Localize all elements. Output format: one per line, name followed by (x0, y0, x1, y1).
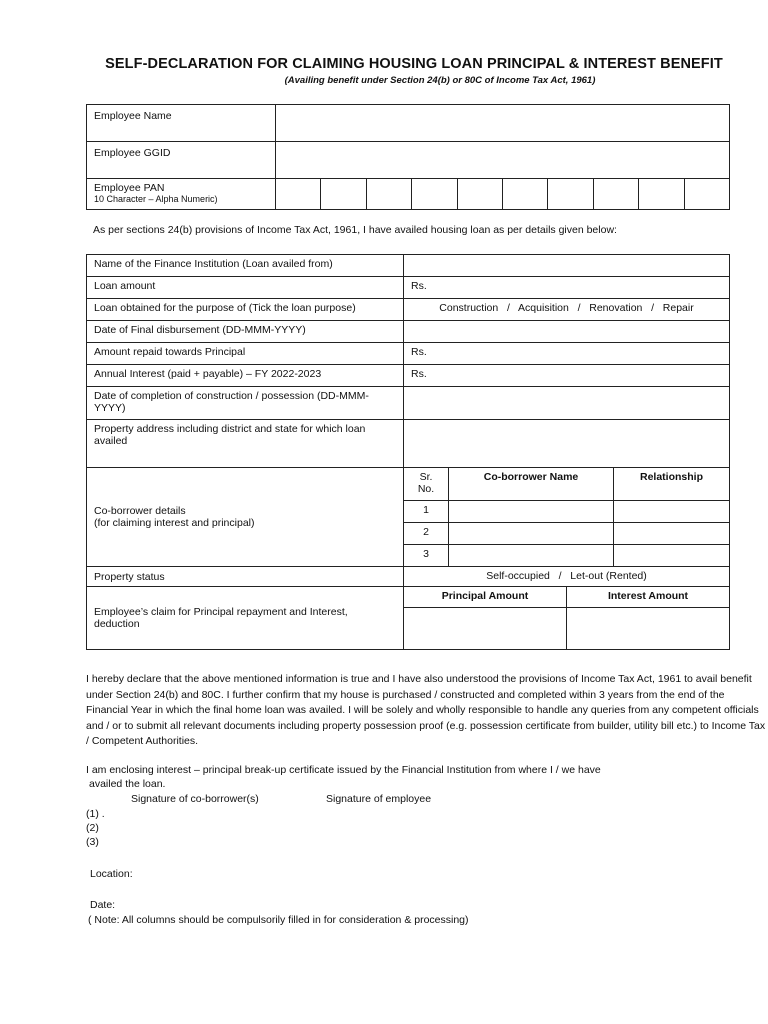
pan-char-box[interactable] (412, 179, 457, 210)
loan-purpose-label: Loan obtained for the purpose of (Tick the loan purpose) (87, 299, 404, 321)
employee-signature-label: Signature of employee (326, 793, 432, 805)
form-subtitle: (Availing benefit under Section 24(b) or 80C of Income Tax Act, 1961) (284, 75, 596, 86)
enclosure-line-2: availed the loan. (89, 778, 166, 790)
pan-char-box[interactable] (366, 179, 411, 210)
final-disbursement-label: Date of Final disbursement (DD-MMM-YYYY) (87, 321, 404, 343)
enclosure-line-1: I am enclosing interest – principal break-up certificate issued by the Financial Institution from where I / we have (86, 764, 601, 776)
employee-name-field[interactable] (276, 105, 730, 142)
relationship-field[interactable] (614, 544, 730, 566)
pan-char-box[interactable] (548, 179, 593, 210)
coborrower-label: Co-borrower details (94, 505, 186, 517)
employee-pan-label (87, 179, 276, 210)
completion-date-label: Date of completion of construction / possession (DD-MMM-YYYY) (87, 387, 404, 420)
employee-name-label: Employee Name (87, 105, 276, 142)
pan-char-box[interactable] (321, 179, 366, 210)
principal-repaid-field[interactable]: Rs. (404, 343, 730, 365)
property-status-label: Property status (87, 567, 404, 587)
date-label: Date: (90, 899, 116, 911)
form-title: SELF-DECLARATION FOR CLAIMING HOUSING LOAN PRINCIPAL & INTEREST BENEFIT (105, 56, 723, 72)
principal-amount-field[interactable] (404, 607, 567, 649)
pan-char-box[interactable] (639, 179, 684, 210)
employee-details-table (86, 104, 730, 210)
coborrower-name-field[interactable] (449, 522, 614, 544)
signature-item-3: (3) (86, 836, 99, 848)
pan-label-text: Employee PAN (94, 182, 165, 194)
relationship-field[interactable] (614, 522, 730, 544)
pan-char-box[interactable] (276, 179, 321, 210)
loan-purpose-options[interactable]: Construction / Acquisition / Renovation / Repair (404, 299, 730, 321)
pan-hint-text: 10 Character – Alpha Numeric) (94, 194, 218, 204)
location-label: Location: (90, 868, 133, 880)
sr-no-cell: 2 (404, 522, 449, 544)
coborrower-name-field[interactable] (449, 544, 614, 566)
finance-institution-label: Name of the Finance Institution (Loan availed from) (87, 255, 404, 277)
pan-char-box[interactable] (684, 179, 729, 210)
claim-label: Employee’s claim for Principal repayment and Interest, deduction (87, 587, 404, 650)
loan-amount-label: Loan amount (87, 277, 404, 299)
loan-amount-field[interactable]: Rs. (404, 277, 730, 299)
interest-amount-header: Interest Amount (567, 587, 730, 607)
signature-item-2: (2) (86, 822, 99, 834)
sr-no-cell: 3 (404, 544, 449, 566)
coborrower-label-cell (87, 468, 404, 567)
finance-institution-field[interactable] (404, 255, 730, 277)
final-disbursement-field[interactable] (404, 321, 730, 343)
employee-ggid-label: Employee GGID (87, 142, 276, 179)
annual-interest-field[interactable]: Rs. (404, 365, 730, 387)
employee-ggid-field[interactable] (276, 142, 730, 179)
coborrower-name-field[interactable] (449, 500, 614, 522)
relationship-header: Relationship (614, 468, 730, 500)
relationship-field[interactable] (614, 500, 730, 522)
coborrower-signature-label: Signature of co-borrower(s) (131, 793, 259, 805)
declaration-paragraph: I hereby declare that the above mentioned information is true and I have also understood the provisions of Income Tax Act, 1961 to avail benefit under Section 24(b) and 80C. I further confirm that my house is purchased / constructed and completed within 3 years from the end of the Financial Year in which the final home loan was availed. I will be solely and wholly responsible to handle any queries from any competent officials and / or to submit all relevant documents including property possession proof (e.g. possession certificate from builder, utility bill etc.) to Income Tax / Competent Authorities. (86, 673, 766, 747)
pan-char-box[interactable] (502, 179, 547, 210)
pan-char-box[interactable] (593, 179, 638, 210)
completion-date-field[interactable] (404, 387, 730, 420)
coborrower-table-cell (404, 468, 730, 567)
coborrower-name-header: Co-borrower Name (449, 468, 614, 500)
sr-no-cell: 1 (404, 500, 449, 522)
principal-amount-header: Principal Amount (404, 587, 567, 607)
sr-no-header: Sr. No. (404, 468, 449, 500)
loan-details-table (86, 254, 730, 650)
principal-repaid-label: Amount repaid towards Principal (87, 343, 404, 365)
property-status-options[interactable]: Self-occupied / Let-out (Rented) (404, 567, 730, 587)
annual-interest-label: Annual Interest (paid + payable) – FY 2022-2023 (87, 365, 404, 387)
note-text: ( Note: All columns should be compulsorily filled in for consideration & processing) (88, 914, 469, 926)
property-address-field[interactable] (404, 420, 730, 468)
intro-text: As per sections 24(b) provisions of Income Tax Act, 1961, I have availed housing loan as per details given below: (93, 224, 617, 236)
signature-item-1: (1) . (86, 808, 105, 820)
claim-table (404, 587, 729, 649)
coborrower-sublabel: (for claiming interest and principal) (94, 517, 255, 529)
claim-table-cell (404, 587, 730, 650)
interest-amount-field[interactable] (567, 607, 730, 649)
coborrower-table (404, 468, 729, 566)
property-address-label: Property address including district and state for which loan availed (87, 420, 404, 468)
pan-char-box[interactable] (457, 179, 502, 210)
